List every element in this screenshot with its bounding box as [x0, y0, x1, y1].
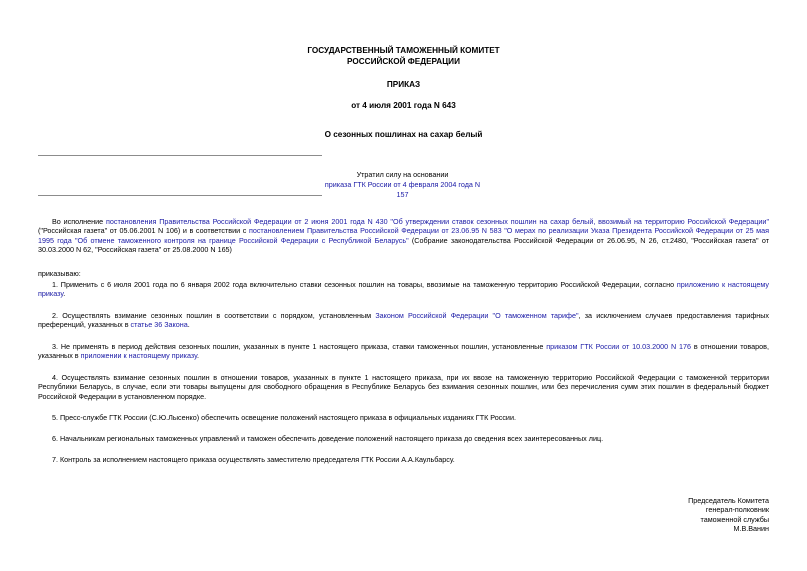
p3-text-2: в отношении товаров, указанных в	[38, 342, 769, 361]
signature-name: М.В.Ванин	[733, 524, 769, 534]
p2-text-1: 2. Осуществлять взимание сезонных пошлин в соответствии с порядком, установленным	[52, 311, 376, 320]
annex-link-2[interactable]: приложении к настоящему приказу	[80, 351, 197, 361]
org-name-line1: ГОСУДАРСТВЕННЫЙ ТАМОЖЕННЫЙ КОМИТЕТ	[307, 46, 500, 55]
article-36-link[interactable]: статье 36 Закона	[130, 320, 188, 330]
doc-type: ПРИКАЗ	[386, 80, 421, 89]
p3-text-3: .	[196, 351, 199, 361]
paragraph-4: 4. Осуществлять взимание сезонных пошлин в отношении товаров, указанных в пункте 1 настоящего приказа, при их ввозе на таможенную территорию Российской Федерации с таможенной территории Республики Беларусь, в случае, если эти товары выпущены для свободного обращения в Республике Беларусь без взимания сезонных пошлин, или без перечисления сумм этих пошлин в федеральный бюджет Российской Федерации в установленном порядке.	[38, 373, 769, 401]
resolution-583-link[interactable]: постановлением Правительства Российской Федерации от 23.06.95 N 583 "О мерах по реализации Указа Президента Российской Федерации от 25 мая 1995 года "Об отмене таможенного контроля на границе Российской Федерации с Республикой Беларусь"	[38, 226, 769, 245]
paragraph-3	[38, 342, 769, 361]
signature-position: Председатель Комитета	[688, 496, 769, 505]
divider-bottom	[38, 195, 322, 196]
p2-text-3: .	[187, 320, 190, 330]
customs-tariff-law-link[interactable]: Законом Российской Федерации "О таможенном тарифе"	[375, 311, 579, 320]
p1-text-1: 1. Применить с 6 июля 2001 года по 6 января 2002 года включительно ставки сезонных пошлин на товары, ввозимые на таможенную территорию Российской Федерации, согласно	[52, 280, 677, 289]
paragraph-7: 7. Контроль за исполнением настоящего приказа осуществлять заместителю председателя ГТК России А.А.Каульбарсу.	[52, 455, 455, 464]
paragraph-5: 5. Пресс-службе ГТК России (С.Ю.Лысенко) обеспечить освещение положений настоящего приказа в официальных изданиях ГТК России.	[52, 413, 516, 422]
paragraph-6: 6. Начальникам региональных таможенных управлений и таможен обеспечить доведение положений настоящего приказа до сведения всех заинтересованных лиц.	[52, 434, 604, 443]
p2-text-2: , за исключением случаев предоставления тарифных преференций, указанных в	[38, 311, 769, 330]
paragraph-2	[38, 311, 769, 330]
orders-word: приказываю:	[38, 269, 81, 278]
p1-text-2: .	[63, 289, 66, 299]
signature-service: таможенной службы	[700, 514, 769, 524]
repeal-order-link[interactable]: приказа ГТК России от 4 февраля 2004 года N 157	[324, 180, 481, 199]
p3-text-1: 3. Не применять в период действия сезонных пошлин, указанных в пункте 1 настоящего приказа, ставки таможенных пошлин, установленные	[52, 342, 547, 351]
org-name-line2: РОССИЙСКОЙ ФЕДЕРАЦИИ	[347, 57, 460, 66]
annex-link-1[interactable]: приложению к настоящему приказу	[38, 280, 769, 299]
intro-text-2: ("Российская газета" от 05.06.2001 N 106) и в соответствии с	[38, 226, 249, 236]
signature-block	[569, 496, 769, 534]
status-note	[318, 170, 487, 199]
divider-top	[38, 155, 322, 156]
resolution-430-link[interactable]: постановления Правительства Российской Федерации от 2 июня 2001 года N 430 "Об утверждении ставок сезонных пошлин на сахар белый, ввозимый на территорию Российской Федерации"	[105, 217, 769, 226]
order-176-link[interactable]: приказом ГТК России от 10.03.2000 N 176	[546, 342, 691, 351]
doc-title: О сезонных пошлинах на сахар белый	[324, 130, 483, 139]
intro-text-3: (Собрание законодательства Российской Федерации от 26.06.95, N 26, ст.2480, "Российская газета" от 30.03.2000 N 62, "Российская газета" от 25.08.2000 N 165)	[38, 235, 769, 255]
intro-text-1: Во исполнение	[52, 217, 106, 226]
status-note-text: Утратил силу на основании	[356, 170, 449, 179]
paragraph-1	[38, 280, 769, 299]
doc-date-number: от 4 июля 2001 года N 643	[351, 101, 456, 110]
intro-paragraph	[38, 217, 769, 255]
signature-rank: генерал-полковник	[705, 505, 769, 515]
